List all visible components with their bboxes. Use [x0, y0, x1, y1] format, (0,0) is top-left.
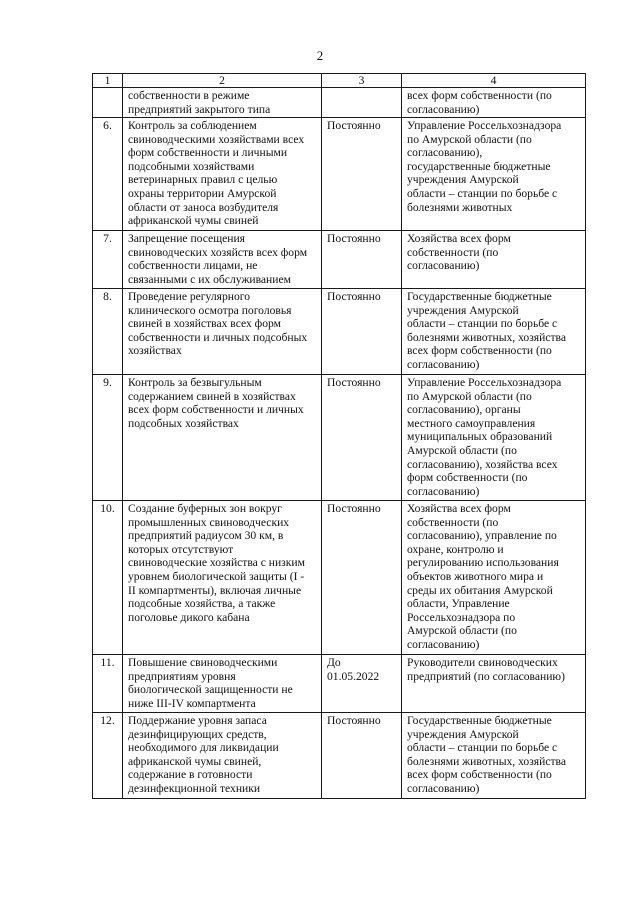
- term-cell: [322, 88, 402, 118]
- table-row: [93, 289, 586, 375]
- term-cell: До 01.05.2022: [322, 655, 402, 713]
- table-row: [93, 88, 586, 118]
- row-number: 7.: [93, 231, 123, 289]
- executor-cell: Управление Россельхознадзора по Амурской области (по согласованию), органы местного самоуправления муниципальных образований Амурской области (по согласованию), хозяйства всех форм собственности (по согласованию): [402, 375, 586, 501]
- measure-cell: Контроль за безвыгульным содержанием свиней в хозяйствах всех форм собственности и личных подсобных хозяйствах: [123, 375, 322, 501]
- measure-cell: Повышение свиноводческими предприятиям уровня биологической защищенности не ниже III-IV компартмента: [123, 655, 322, 713]
- row-number: 10.: [93, 501, 123, 655]
- column-header-4: 4: [402, 74, 586, 88]
- measure-cell: Контроль за соблюдением свиноводческими хозяйствами всех форм собственности и личными подсобными хозяйствами ветеринарных правил с целью охраны территории Амурской области от заноса возбудителя африканской чумы свиней: [123, 118, 322, 231]
- table-row: [93, 655, 586, 713]
- column-number-row: [93, 74, 586, 88]
- term-cell: Постоянно: [322, 118, 402, 231]
- executor-cell: Хозяйства всех форм собственности (по согласованию): [402, 231, 586, 289]
- column-header-1: 1: [93, 74, 123, 88]
- column-header-3: 3: [322, 74, 402, 88]
- term-cell: Постоянно: [322, 231, 402, 289]
- measure-cell: Создание буферных зон вокруг промышленных свиноводческих предприятий радиусом 30 км, в которых отсутствуют свиноводческие хозяйства с низким уровнем биологической защиты (I - II компартменты), включая личные подсобные хозяйства, а также поголовье дикого кабана: [123, 501, 322, 655]
- executor-cell: Хозяйства всех форм собственности (по согласованию), управление по охране, контролю и регулированию использования объектов животного мира и среды их обитания Амурской области, Управление Россельхознадзора по Амурской области (по согласованию): [402, 501, 586, 655]
- term-cell: Постоянно: [322, 713, 402, 799]
- executor-cell: Государственные бюджетные учреждения Амурской области – станции по борьбе с болезнями животных, хозяйства всех форм собственности (по согласованию): [402, 713, 586, 799]
- row-number: [93, 88, 123, 118]
- term-cell: Постоянно: [322, 289, 402, 375]
- measures-table: [92, 73, 586, 799]
- executor-cell: Государственные бюджетные учреждения Амурской области – станции по борьбе с болезнями животных, хозяйства всех форм собственности (по согласованию): [402, 289, 586, 375]
- page-number: 2: [316, 48, 324, 63]
- row-number: 6.: [93, 118, 123, 231]
- row-number: 11.: [93, 655, 123, 713]
- term-cell: Постоянно: [322, 501, 402, 655]
- table-row: [93, 231, 586, 289]
- term-cell: Постоянно: [322, 375, 402, 501]
- table-row: [93, 375, 586, 501]
- row-number: 9.: [93, 375, 123, 501]
- table-row: [93, 118, 586, 231]
- row-number: 8.: [93, 289, 123, 375]
- executor-cell: Управление Россельхознадзора по Амурской области (по согласованию), государственные бюджетные учреждения Амурской области – станции по борьбе с болезнями животных: [402, 118, 586, 231]
- table-row: [93, 501, 586, 655]
- column-header-2: 2: [123, 74, 322, 88]
- measure-cell: собственности в режиме предприятий закрытого типа: [123, 88, 322, 118]
- measure-cell: Запрещение посещения свиноводческих хозяйств всех форм собственности лицами, не связанными с их обслуживанием: [123, 231, 322, 289]
- executor-cell: всех форм собственности (по согласованию): [402, 88, 586, 118]
- executor-cell: Руководители свиноводческих предприятий (по согласованию): [402, 655, 586, 713]
- measure-cell: Поддержание уровня запаса дезинфицирующих средств, необходимого для ликвидации африканской чумы свиней, содержание в готовности дезинфекционной техники: [123, 713, 322, 799]
- measure-cell: Проведение регулярного клинического осмотра поголовья свиней в хозяйствах всех форм собственности и личных подсобных хозяйствах: [123, 289, 322, 375]
- table-row: [93, 713, 586, 799]
- row-number: 12.: [93, 713, 123, 799]
